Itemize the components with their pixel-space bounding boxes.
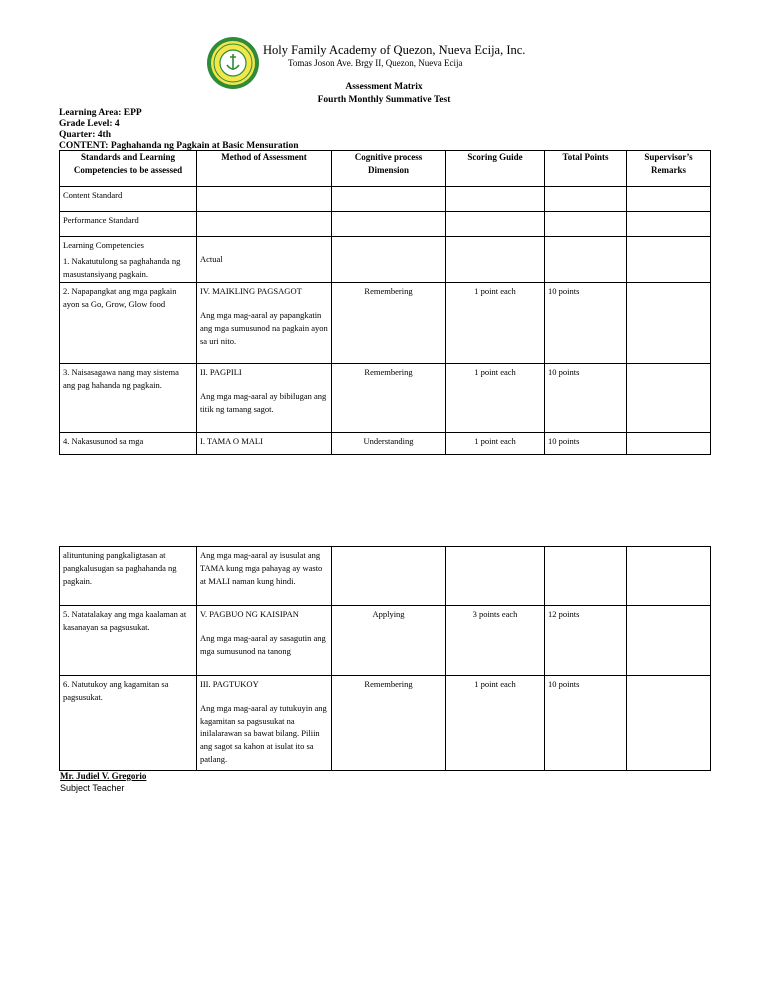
method-cell — [197, 606, 332, 676]
points-cell: 10 points — [545, 676, 627, 771]
table-row — [60, 187, 711, 212]
dimension-cell: Remembering — [332, 676, 446, 771]
learning-area: Learning Area: EPP — [59, 108, 142, 118]
table-row — [60, 606, 711, 676]
competency-cell: alituntuning pangkaligtasan at pangkalusugan sa paghahanda ng pagkain. — [60, 547, 197, 606]
dimension-cell: Applying — [332, 606, 446, 676]
method-title: II. PAGPILI — [200, 367, 242, 378]
method-cell: I. TAMA O MALI — [197, 433, 332, 455]
dimension-cell: Understanding — [332, 433, 446, 455]
content-standard-label: Content Standard — [60, 187, 197, 212]
dimension-cell: Remembering — [332, 364, 446, 433]
method-cell — [197, 676, 332, 771]
method-title: III. PAGTUKOY — [200, 679, 259, 689]
points-cell: 10 points — [545, 364, 627, 433]
method-description: Ang mga mag-aaral ay sasagutin ang mga sumusunod na tanong — [200, 632, 326, 656]
assessment-matrix-table — [59, 150, 711, 455]
points-cell: 10 points — [545, 433, 627, 455]
header-cell: Standards and Learning Competencies to be assessed — [60, 151, 197, 187]
content-topic: CONTENT: Paghahanda ng Pagkain at Basic Mensuration — [59, 141, 299, 151]
table-row — [60, 212, 711, 237]
table-row — [60, 364, 711, 433]
table-row — [60, 283, 711, 364]
method-cell — [197, 364, 332, 433]
table-row — [60, 547, 711, 606]
table-row — [60, 676, 711, 771]
teacher-role: Subject Teacher — [60, 783, 125, 793]
competency-cell: 6. Natutukoy ang kagamitan sa pagsusukat. — [60, 676, 197, 771]
method-cell — [197, 283, 332, 364]
scoring-cell: 1 point each — [446, 364, 545, 433]
performance-standard-label: Performance Standard — [60, 212, 197, 237]
method-description: Ang mga mag-aaral ay bibilugan ang titik ng tamang sagot. — [200, 391, 327, 414]
points-cell: 12 points — [545, 606, 627, 676]
scoring-cell: 1 point each — [446, 433, 545, 455]
competency-cell: 5. Natatalakay ang mga kaalaman at kasanayan sa pagsusukat. — [60, 606, 197, 676]
header-cell: Total Points — [545, 151, 627, 187]
method-title: IV. MAIKLING PAGSAGOT — [200, 286, 302, 297]
competency-cell — [60, 237, 197, 283]
table-header-row — [60, 151, 711, 187]
scoring-cell: 3 points each — [446, 606, 545, 676]
method-description: Ang mga mag-aaral ay isusulat ang TAMA kung mga pahayag ay wasto at MALI naman kung hindi. — [197, 547, 332, 606]
scoring-cell: 1 point each — [446, 676, 545, 771]
dimension-cell: Remembering — [332, 283, 446, 364]
competency-cell: 3. Naisasagawa nang may sistema ang pag hahanda ng pagkain. — [60, 364, 197, 433]
learning-competencies-label: Learning Competencies — [63, 240, 144, 250]
school-address: Tomas Joson Ave. Brgy II, Quezon, Nueva Ecija — [288, 58, 463, 68]
document-subtitle: Fourth Monthly Summative Test — [317, 95, 451, 105]
competency-text: 1. Nakatutulong sa paghahanda ng masustansiyang pagkain. — [63, 255, 181, 279]
method-cell: Actual — [197, 237, 332, 283]
document-title: Assessment Matrix — [345, 82, 423, 92]
table-row — [60, 433, 711, 455]
quarter: Quarter: 4th — [59, 130, 111, 140]
teacher-name: Mr. Judiel V. Gregorio — [60, 771, 147, 781]
method-title: V. PAGBUO NG KAISIPAN — [200, 609, 299, 619]
assessment-matrix-table-continued — [59, 546, 711, 771]
header-cell: Scoring Guide — [446, 151, 545, 187]
method-description: Ang mga mag-aaral ay tutukuyin ang kagamitan sa pagsusukat na inilalarawan sa bawat bilang. Piliin ang sagot sa kahon at isulat ito sa patlang. — [200, 702, 327, 764]
competency-cell: 2. Napapangkat ang mga pagkain ayon sa Go, Grow, Glow food — [60, 283, 197, 364]
grade-level: Grade Level: 4 — [59, 119, 120, 129]
header-cell: Cognitive process Dimension — [332, 151, 446, 187]
competency-cell: 4. Nakasusunod sa mga — [60, 433, 197, 455]
scoring-cell: 1 point each — [446, 283, 545, 364]
header-cell: Supervisor’s Remarks — [627, 151, 711, 187]
school-name: Holy Family Academy of Quezon, Nueva Ecija, Inc. — [263, 43, 526, 57]
method-description: Ang mga mag-aaral ay papangkatin ang mga sumusunod na pagkain ayon sa uri nito. — [200, 310, 328, 346]
points-cell: 10 points — [545, 283, 627, 364]
header-cell: Method of Assessment — [197, 151, 332, 187]
table-row — [60, 237, 711, 283]
